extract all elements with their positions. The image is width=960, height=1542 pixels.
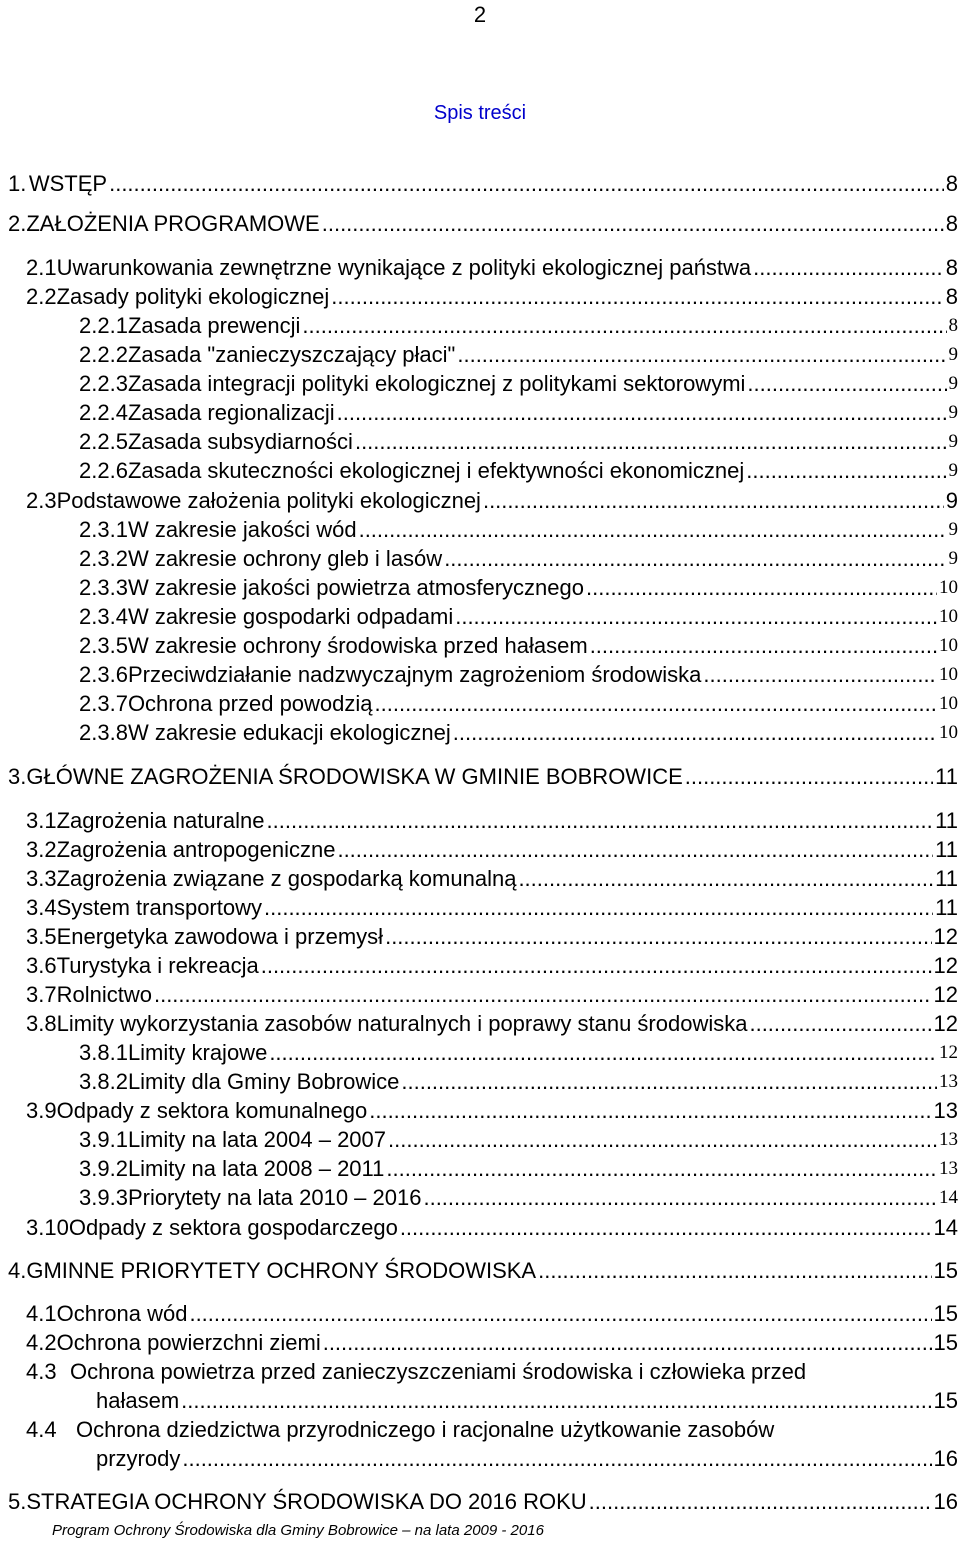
toc-entry-number: 2.3.4	[79, 604, 128, 629]
toc-entry[interactable]	[26, 488, 958, 514]
toc-dot-leader	[261, 953, 932, 979]
toc-dot-leader	[385, 924, 931, 950]
toc-entry-title: Limity dla Gminy Bobrowice	[127, 1069, 400, 1094]
toc-entry-title-continued: przyrody	[96, 1446, 181, 1471]
toc-entry-number: 3.7	[26, 982, 57, 1007]
toc-entry-title: Turystyka i rekreacja	[56, 953, 259, 978]
toc-dot-leader	[401, 1069, 937, 1095]
toc-dot-leader	[703, 662, 937, 688]
toc-entry[interactable]	[79, 604, 958, 630]
toc-entry-page: 11	[935, 837, 958, 862]
toc-dot-leader	[182, 1446, 931, 1472]
toc-dot-leader	[154, 982, 932, 1008]
toc-entry-number: 3.9.1	[79, 1127, 128, 1152]
toc-entry-page: 15	[933, 1330, 958, 1355]
toc-dot-leader	[323, 1330, 932, 1356]
toc-entry[interactable]	[26, 837, 958, 863]
toc-dot-leader	[590, 633, 937, 659]
toc-entry[interactable]	[26, 255, 958, 281]
toc-dot-leader	[369, 1098, 931, 1124]
toc-entry-number: 2.2.1	[79, 313, 128, 338]
toc-entry-number: 2.2.5	[79, 429, 128, 454]
toc-entry[interactable]	[26, 953, 958, 979]
toc-entry[interactable]	[26, 1359, 806, 1385]
toc-entry-number: 3.10	[26, 1215, 69, 1240]
toc-entry-title: Ochrona wód	[56, 1301, 188, 1326]
toc-entry-page: 9	[948, 344, 958, 365]
toc-entry-number: 2.	[8, 211, 27, 236]
toc-entry-title: Ochrona powierzchni ziemi	[56, 1330, 321, 1355]
toc-entry-number: 2.2.6	[79, 458, 128, 483]
toc-entry[interactable]	[26, 808, 958, 834]
toc-entry-number: 2.3.6	[79, 662, 128, 687]
toc-dot-leader	[444, 546, 946, 572]
toc-entry[interactable]	[26, 895, 958, 921]
toc-entry-page: 12	[933, 924, 958, 949]
toc-entry-title: Ochrona powietrza przed zanieczyszczeniami środowiska i człowieka przed	[70, 1359, 807, 1384]
toc-entry-number: 3.3	[26, 866, 57, 891]
toc-entry-page: 8	[945, 255, 958, 280]
toc-entry[interactable]	[79, 1156, 958, 1182]
toc-entry-page: 12	[933, 1011, 958, 1036]
toc-entry[interactable]	[26, 866, 958, 892]
toc-entry-page: 9	[948, 402, 958, 423]
toc-entry-page: 10	[939, 722, 958, 743]
toc-entry-continuation[interactable]	[96, 1446, 958, 1472]
toc-entry-number: 2.3.2	[79, 546, 128, 571]
toc-entry[interactable]	[8, 1258, 958, 1284]
toc-entry-number: 3.6	[26, 953, 57, 978]
toc-entry-page: 11	[935, 808, 958, 833]
toc-entry-number: 3.1	[26, 808, 57, 833]
toc-entry[interactable]	[79, 458, 958, 484]
toc-entry-page: 8	[948, 315, 958, 336]
toc-entry-page: 13	[933, 1098, 958, 1123]
toc-entry[interactable]	[8, 171, 958, 197]
toc-entry[interactable]	[26, 284, 958, 310]
toc-entry-title: Ochrona przed powodzią	[127, 691, 373, 716]
toc-entry-title: Zasada skuteczności ekologicznej i efektywności ekonomicznej	[127, 458, 745, 483]
toc-entry-page: 8	[945, 284, 958, 309]
toc-entry[interactable]	[79, 1040, 958, 1066]
toc-entry-number: 2.3.7	[79, 691, 128, 716]
toc-entry-page: 11	[935, 866, 958, 891]
toc-entry-title: Zagrożenia naturalne	[56, 808, 265, 833]
toc-entry-page: 9	[948, 431, 958, 452]
toc-entry-page: 8	[945, 171, 958, 196]
toc-entry-title: Uwarunkowania zewnętrzne wynikające z polityki ekologicznej państwa	[56, 255, 752, 280]
toc-entry[interactable]	[26, 1330, 958, 1356]
toc-dot-leader	[749, 1011, 931, 1037]
toc-entry-number: 2.2.2	[79, 342, 128, 367]
toc-dot-leader	[267, 808, 934, 834]
toc-entry[interactable]	[79, 662, 958, 688]
toc-entry-title: Zasada prewencji	[127, 313, 301, 338]
toc-dot-leader	[400, 1215, 932, 1241]
toc-entry-title: STRATEGIA OCHRONY ŚRODOWISKA DO 2016 ROKU	[26, 1489, 587, 1514]
toc-entry-number: 5.	[8, 1489, 27, 1514]
toc-entry-page: 10	[939, 577, 958, 598]
toc-entry[interactable]	[79, 371, 958, 397]
toc-entry-title: Zasada integracji polityki ekologicznej z politykami sektorowymi	[127, 371, 746, 396]
toc-entry-title: Rolnictwo	[56, 982, 152, 1007]
toc-entry-title: Przeciwdziałanie nadzwyczajnym zagrożeniom środowiska	[127, 662, 702, 687]
toc-dot-leader	[337, 837, 933, 863]
toc-entry-page: 11	[935, 764, 958, 789]
toc-entry-page: 16	[933, 1489, 958, 1514]
toc-entry[interactable]	[8, 1489, 958, 1515]
toc-entry[interactable]	[26, 1417, 774, 1443]
toc-dot-leader	[746, 458, 946, 484]
toc-entry-number: 2.2.4	[79, 400, 128, 425]
toc-entry[interactable]	[79, 517, 958, 543]
toc-entry-page: 9	[945, 488, 958, 513]
toc-dot-leader	[386, 1156, 937, 1182]
toc-entry-number: 2.2.3	[79, 371, 128, 396]
toc-entry[interactable]	[79, 633, 958, 659]
page-number: 2	[473, 2, 487, 27]
toc-entry-title: W zakresie jakości powietrza atmosferycznego	[127, 575, 584, 600]
toc-entry-page: 15	[933, 1301, 958, 1326]
toc-dot-leader	[589, 1489, 932, 1515]
toc-entry[interactable]	[79, 691, 958, 717]
toc-entry-page: 15	[933, 1388, 958, 1413]
toc-entry[interactable]	[8, 764, 958, 790]
toc-entry-number: 1.	[8, 171, 27, 196]
toc-entry-page: 10	[939, 693, 958, 714]
toc-entry-title: Limity krajowe	[127, 1040, 268, 1065]
toc-entry-page: 10	[939, 606, 958, 627]
toc-entry-title: Priorytety na lata 2010 – 2016	[127, 1185, 422, 1210]
toc-dot-leader	[302, 313, 946, 339]
toc-entry-number: 2.3.1	[79, 517, 128, 542]
toc-entry-title: ZAŁOŻENIA PROGRAMOWE	[26, 211, 320, 236]
toc-entry-number: 3.	[8, 764, 27, 789]
toc-entry-continuation[interactable]	[96, 1388, 958, 1414]
toc-entry[interactable]	[26, 924, 958, 950]
toc-dot-leader	[359, 517, 947, 543]
toc-entry-title: Zasada regionalizacji	[127, 400, 335, 425]
toc-entry[interactable]	[79, 1069, 958, 1095]
toc-entry-title: W zakresie gospodarki odpadami	[127, 604, 454, 629]
toc-dot-leader	[455, 604, 937, 630]
toc-entry-title: Odpady z sektora gospodarczego	[68, 1215, 398, 1240]
toc-dot-leader	[322, 211, 944, 237]
toc-entry-number: 4.2	[26, 1330, 57, 1355]
toc-dot-leader	[753, 255, 944, 281]
toc-entry-number: 3.9.2	[79, 1156, 128, 1181]
toc-entry[interactable]	[79, 1185, 958, 1211]
toc-dot-leader	[586, 575, 937, 601]
toc-entry-page: 10	[939, 664, 958, 685]
toc-entry[interactable]	[26, 1301, 958, 1327]
toc-dot-leader	[109, 171, 944, 197]
toc-title: Spis treści	[433, 102, 527, 124]
toc-dot-leader	[423, 1185, 937, 1211]
toc-dot-leader	[375, 691, 937, 717]
toc-entry-title: Podstawowe założenia polityki ekologicznej	[56, 488, 481, 513]
toc-entry-title: Ochrona dziedzictwa przyrodniczego i racjonalne użytkowanie zasobów	[76, 1417, 775, 1442]
toc-entry-title: GŁÓWNE ZAGROŻENIA ŚRODOWISKA W GMINIE BOBROWICE	[26, 764, 683, 789]
toc-entry[interactable]	[26, 982, 958, 1008]
toc-dot-leader	[518, 866, 933, 892]
toc-entry-title: Zasady polityki ekologicznej	[56, 284, 330, 309]
toc-entry-page: 9	[948, 373, 958, 394]
toc-entry-number: 4.	[8, 1258, 27, 1283]
toc-dot-leader	[453, 720, 937, 746]
toc-entry[interactable]	[79, 342, 958, 368]
toc-entry-title: W zakresie jakości wód	[127, 517, 357, 542]
toc-entry[interactable]	[79, 400, 958, 426]
toc-entry-page: 8	[945, 211, 958, 236]
page-footer: Program Ochrony Środowiska dla Gminy Bobrowice – na lata 2009 - 2016	[52, 1522, 544, 1539]
toc-dot-leader	[264, 895, 933, 921]
toc-entry[interactable]	[26, 1098, 958, 1124]
toc-entry-number: 3.9.3	[79, 1185, 128, 1210]
toc-entry-title: Zasada subsydiarności	[127, 429, 353, 454]
toc-entry-title: Limity na lata 2008 – 2011	[127, 1156, 385, 1181]
toc-entry-number: 2.3.5	[79, 633, 128, 658]
toc-entry-number: 4.4	[26, 1417, 57, 1442]
toc-dot-leader	[269, 1040, 937, 1066]
toc-entry-title: WSTĘP	[28, 171, 108, 196]
toc-entry-number: 3.9	[26, 1098, 57, 1123]
toc-entry-page: 13	[939, 1129, 958, 1150]
toc-entry[interactable]	[79, 546, 958, 572]
toc-entry-number: 3.2	[26, 837, 57, 862]
toc-entry-number: 2.3.3	[79, 575, 128, 600]
toc-dot-leader	[685, 764, 933, 790]
toc-entry-page: 9	[948, 460, 958, 481]
toc-entry-title: W zakresie ochrony gleb i lasów	[127, 546, 443, 571]
toc-entry-title: W zakresie edukacji ekologicznej	[127, 720, 451, 745]
toc-entry-number: 3.5	[26, 924, 57, 949]
toc-entry-number: 4.1	[26, 1301, 57, 1326]
toc-entry-title: Zasada "zanieczyszczający płaci"	[127, 342, 456, 367]
toc-entry[interactable]	[79, 313, 958, 339]
toc-entry-page: 14	[933, 1215, 958, 1240]
toc-entry-page: 12	[933, 982, 958, 1007]
toc-dot-leader	[388, 1127, 937, 1153]
toc-entry[interactable]	[8, 211, 958, 237]
toc-entry-number: 2.1	[26, 255, 57, 280]
toc-entry[interactable]	[26, 1215, 958, 1241]
toc-dot-leader	[189, 1301, 931, 1327]
toc-entry-number: 3.8	[26, 1011, 57, 1036]
toc-entry-number: 2.2	[26, 284, 57, 309]
toc-entry[interactable]	[79, 1127, 958, 1153]
toc-dot-leader	[483, 488, 944, 514]
toc-entry-page: 16	[933, 1446, 958, 1471]
toc-entry-page: 14	[939, 1187, 958, 1208]
toc-entry-title: Odpady z sektora komunalnego	[56, 1098, 368, 1123]
toc-entry-title: GMINNE PRIORYTETY OCHRONY ŚRODOWISKA	[26, 1258, 537, 1283]
toc-dot-leader	[355, 429, 947, 455]
toc-entry-number: 2.3.8	[79, 720, 128, 745]
toc-entry-title: Zagrożenia związane z gospodarką komunalną	[56, 866, 517, 891]
toc-entry-page: 12	[939, 1042, 958, 1063]
toc-entry-page: 15	[933, 1258, 958, 1283]
toc-entry-number: 3.4	[26, 895, 57, 920]
toc-entry-number: 4.3	[26, 1359, 57, 1384]
toc-dot-leader	[181, 1388, 931, 1414]
toc-entry[interactable]	[79, 575, 958, 601]
toc-dot-leader	[747, 371, 946, 397]
toc-entry[interactable]	[26, 1011, 958, 1037]
toc-entry-page: 9	[948, 519, 958, 540]
toc-dot-leader	[457, 342, 946, 368]
toc-dot-leader	[337, 400, 947, 426]
toc-entry-title-continued: hałasem	[96, 1388, 180, 1413]
toc-entry[interactable]	[79, 429, 958, 455]
toc-entry-page: 10	[939, 635, 958, 656]
toc-entry-title: W zakresie ochrony środowiska przed hałasem	[127, 633, 588, 658]
toc-entry-page: 12	[933, 953, 958, 978]
toc-entry-title: Zagrożenia antropogeniczne	[56, 837, 336, 862]
toc-entry-page: 13	[939, 1158, 958, 1179]
toc-entry-number: 3.8.2	[79, 1069, 128, 1094]
toc-entry[interactable]	[79, 720, 958, 746]
toc-dot-leader	[538, 1258, 931, 1284]
toc-entry-title: Energetyka zawodowa i przemysł	[56, 924, 384, 949]
toc-entry-number: 2.3	[26, 488, 57, 513]
toc-dot-leader	[331, 284, 943, 310]
toc-entry-title: System transportowy	[56, 895, 262, 920]
toc-entry-page: 13	[939, 1071, 958, 1092]
toc-entry-page: 9	[948, 548, 958, 569]
toc-entry-title: Limity na lata 2004 – 2007	[127, 1127, 387, 1152]
toc-entry-title: Limity wykorzystania zasobów naturalnych i poprawy stanu środowiska	[56, 1011, 748, 1036]
toc-entry-page: 11	[935, 895, 958, 920]
toc-entry-number: 3.8.1	[79, 1040, 128, 1065]
